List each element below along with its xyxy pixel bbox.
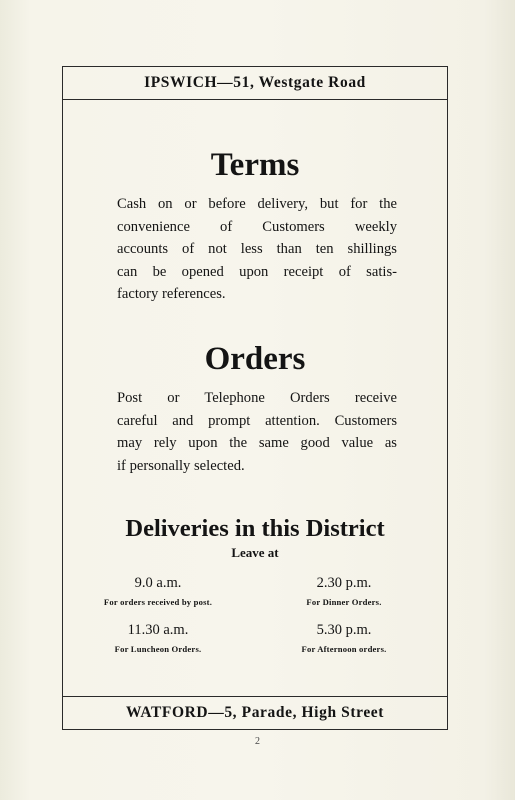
orders-line: if personally selected. — [117, 457, 245, 474]
delivery-time: 9.0 a.m. — [134, 575, 182, 591]
terms-line: Cash on or before delivery, but for the — [117, 196, 397, 212]
orders-line: careful and prompt attention. Customers — [117, 412, 397, 429]
delivery-time: 5.30 p.m. — [316, 622, 372, 638]
terms-paragraph — [117, 193, 397, 306]
delivery-note: For Dinner Orders. — [306, 597, 382, 607]
terms-line: factory references. — [117, 286, 226, 302]
delivery-slot — [249, 622, 439, 654]
delivery-slot — [249, 575, 439, 607]
orders-heading: Orders — [204, 341, 306, 377]
delivery-note: For orders received by post. — [103, 597, 213, 607]
delivery-slot — [63, 622, 253, 654]
page-number: 2 — [255, 736, 260, 747]
terms-heading: Terms — [210, 147, 300, 183]
orders-line: Post or Telephone Orders receive — [117, 390, 397, 406]
footer-address: WATFORD—5, Parade, High Street — [63, 696, 447, 729]
orders-paragraph — [117, 387, 397, 477]
deliveries-heading: Deliveries in this District — [125, 515, 385, 542]
delivery-note: For Luncheon Orders. — [114, 644, 202, 654]
terms-line: accounts of not less than ten shillings — [117, 241, 397, 257]
terms-line: convenience of Customers weekly — [117, 218, 397, 235]
delivery-slot — [63, 575, 253, 607]
delivery-time: 11.30 a.m. — [127, 622, 189, 638]
delivery-time: 2.30 p.m. — [316, 575, 372, 591]
deliveries-subheading: Leave at — [231, 545, 279, 560]
terms-line: can be opened upon receipt of satis- — [117, 263, 397, 280]
header-address: IPSWICH—51, Westgate Road — [63, 67, 447, 100]
page-border-frame — [62, 66, 448, 730]
orders-line: may rely upon the same good value as — [117, 435, 397, 451]
delivery-note: For Afternoon orders. — [301, 644, 387, 654]
